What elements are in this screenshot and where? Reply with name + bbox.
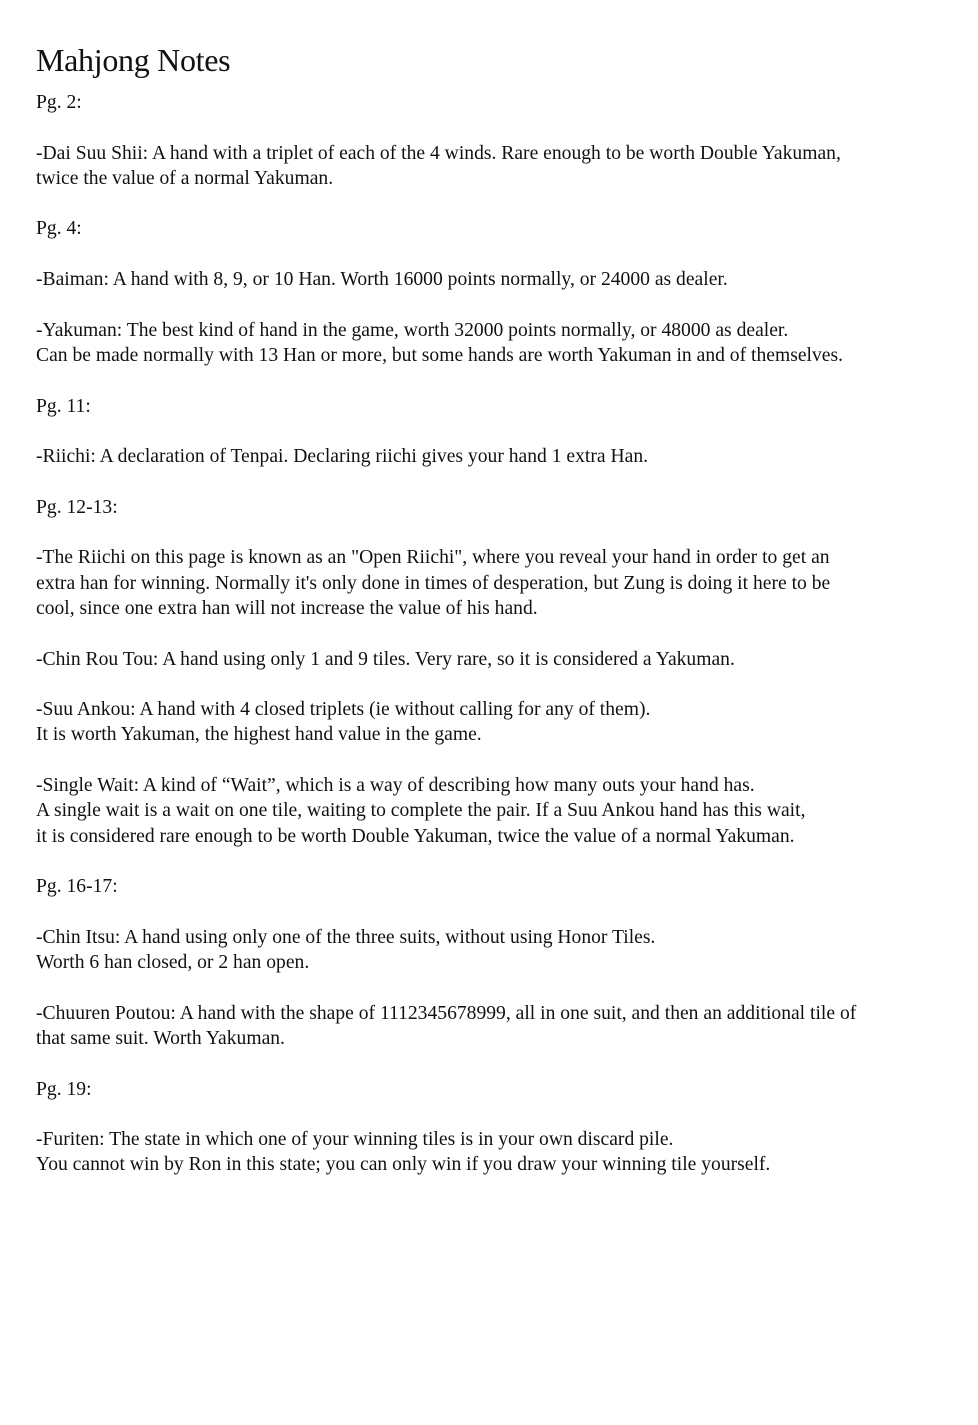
text-line: -Baiman: A hand with 8, 9, or 10 Han. Worth 16000 points normally, or 24000 as dealer. <box>36 269 728 291</box>
glossary-note <box>36 545 966 621</box>
text-line: It is worth Yakuman, the highest hand value in the game. <box>36 724 482 746</box>
notes-body <box>36 90 966 1178</box>
text-line: -Riichi: A declaration of Tenpai. Declaring riichi gives your hand 1 extra Han. <box>36 446 649 468</box>
glossary-note <box>36 1127 966 1178</box>
text-line: -Single Wait: A kind of “Wait”, which is a way of describing how many outs your hand has. <box>36 775 755 797</box>
text-line: -Chin Rou Tou: A hand using only 1 and 9 tiles. Very rare, so it is considered a Yakuman. <box>36 648 735 670</box>
text-line: Pg. 2: <box>36 92 82 113</box>
page-reference-heading <box>36 394 966 419</box>
page-reference-heading <box>36 495 966 520</box>
text-line: A single wait is a wait on one tile, waiting to complete the pair. If a Suu Ankou hand has this wait, <box>36 800 806 822</box>
text-line: twice the value of a normal Yakuman. <box>36 167 334 189</box>
text-line: Pg. 4: <box>36 218 82 240</box>
glossary-note <box>36 1001 966 1052</box>
page-reference-heading <box>36 90 966 115</box>
text-line: -Suu Ankou: A hand with 4 closed triplets (ie without calling for any of them). <box>36 699 651 721</box>
text-line: Pg. 11: <box>36 395 91 417</box>
text-line: cool, since one extra han will not increase the value of his hand. <box>36 597 538 619</box>
text-line: Pg. 12-13: <box>36 496 118 518</box>
document-title: Mahjong Notes <box>36 42 231 78</box>
page-reference-heading <box>36 874 966 899</box>
glossary-note <box>36 647 966 672</box>
glossary-note <box>36 773 966 849</box>
glossary-note <box>36 267 966 292</box>
text-line: that same suit. Worth Yakuman. <box>36 1027 285 1049</box>
glossary-note <box>36 141 966 192</box>
glossary-note <box>36 697 966 748</box>
text-line: You cannot win by Ron in this state; you can only win if you draw your winning tile yourself. <box>36 1154 771 1176</box>
text-line: Pg. 19: <box>36 1078 92 1100</box>
text-line: -Chuuren Poutou: A hand with the shape of 1112345678999, all in one suit, and then an additional tile of <box>36 1002 857 1024</box>
text-line: extra han for winning. Normally it's only done in times of desperation, but Zung is doing it here to be <box>36 572 831 594</box>
glossary-note <box>36 925 966 976</box>
page-reference-heading <box>36 1077 966 1102</box>
text-line: Pg. 16-17: <box>36 876 118 898</box>
text-line: -Chin Itsu: A hand using only one of the three suits, without using Honor Tiles. <box>36 926 656 948</box>
text-line: Can be made normally with 13 Han or more, but some hands are worth Yakuman in and of themselves. <box>36 344 843 366</box>
page-reference-heading <box>36 216 966 241</box>
text-line: it is considered rare enough to be worth Double Yakuman, twice the value of a normal Yakuman. <box>36 825 795 847</box>
text-line: -Dai Suu Shii: A hand with a triplet of each of the 4 winds. Rare enough to be worth Double Yakuman, <box>36 142 841 164</box>
glossary-note <box>36 318 966 369</box>
text-line: -The Riichi on this page is known as an "Open Riichi", where you reveal your hand in order to get an <box>36 547 830 569</box>
glossary-note <box>36 444 966 469</box>
text-line: -Furiten: The state in which one of your winning tiles is in your own discard pile. <box>36 1129 674 1151</box>
document-page <box>36 36 966 1203</box>
text-line: Worth 6 han closed, or 2 han open. <box>36 952 310 974</box>
text-line: -Yakuman: The best kind of hand in the game, worth 32000 points normally, or 48000 as dealer. <box>36 319 789 341</box>
